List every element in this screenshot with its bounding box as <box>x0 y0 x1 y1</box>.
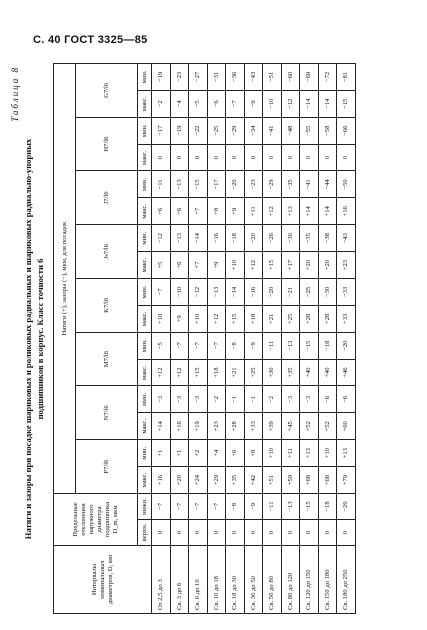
value-cell: −5 <box>189 90 208 117</box>
value-cell: −26 <box>263 225 282 252</box>
value-cell: 0 <box>300 520 319 546</box>
interval-cell: Св. 10 до 18 <box>207 546 226 614</box>
value-cell: −23 <box>170 63 189 90</box>
value-cell: −6 <box>207 90 226 117</box>
value-cell: −50 <box>337 171 356 198</box>
value-cell: −30 <box>281 225 300 252</box>
value-cell: −48 <box>281 117 300 144</box>
value-cell: −41 <box>300 171 319 198</box>
value-cell: +5 <box>152 252 171 279</box>
value-cell: −51 <box>263 63 282 90</box>
value-cell: −20 <box>337 332 356 359</box>
value-cell: +2 <box>189 440 208 467</box>
value-cell: +9 <box>226 198 245 225</box>
value-cell: −7 <box>152 494 171 520</box>
value-cell: −13 <box>281 332 300 359</box>
value-cell: +35 <box>226 467 245 494</box>
value-cell: +25 <box>281 305 300 332</box>
value-cell: +17 <box>281 252 300 279</box>
value-cell: +16 <box>337 198 356 225</box>
value-cell: −22 <box>189 117 208 144</box>
value-cell: 0 <box>152 144 171 171</box>
value-cell: +10 <box>152 305 171 332</box>
interval-cell: Св. 180 до 250 <box>337 546 356 614</box>
value-cell: +7 <box>189 252 208 279</box>
value-cell: +20 <box>300 252 319 279</box>
interval-cell: Св. 30 до 50 <box>244 546 263 614</box>
value-cell: −11 <box>263 494 282 520</box>
value-cell: −17 <box>152 117 171 144</box>
value-cell: +15 <box>189 359 208 386</box>
value-cell: +14 <box>318 198 337 225</box>
value-cell: +59 <box>281 467 300 494</box>
value-cell: +14 <box>300 198 319 225</box>
value-cell: −35 <box>281 171 300 198</box>
value-cell: −36 <box>226 63 245 90</box>
value-cell: −8 <box>226 332 245 359</box>
value-cell: +7 <box>189 198 208 225</box>
table-label: Таблица 8 <box>10 66 20 122</box>
value-cell: −7 <box>152 279 171 306</box>
value-cell: +6 <box>226 440 245 467</box>
value-cell: +19 <box>189 413 208 440</box>
fit-sub-header-min: мин. <box>138 386 152 413</box>
value-cell: +52 <box>300 413 319 440</box>
value-cell: +28 <box>300 305 319 332</box>
value-cell: −15 <box>337 90 356 117</box>
value-cell: +21 <box>226 359 245 386</box>
fit-header: J7/l6 <box>76 171 138 225</box>
value-cell: −7 <box>207 332 226 359</box>
table-title-line-1: Натяги и зазоры при посадке шариковых и роликовых радиальных и шариковых радиально-упорных <box>23 138 33 540</box>
value-cell: −5 <box>152 332 171 359</box>
interval-cell: Св. 18 до 30 <box>226 546 245 614</box>
value-cell: 0 <box>281 144 300 171</box>
value-cell: −12 <box>152 225 171 252</box>
value-cell: −9 <box>244 494 263 520</box>
value-cell: +16 <box>170 413 189 440</box>
value-cell: −11 <box>263 332 282 359</box>
table-row <box>226 63 245 613</box>
value-cell: +4 <box>207 440 226 467</box>
value-cell: −2 <box>263 386 282 413</box>
value-cell: +1 <box>152 440 171 467</box>
fit-header: M7/l6 <box>76 332 138 386</box>
value-cell: +30 <box>263 359 282 386</box>
value-cell: −7 <box>189 494 208 520</box>
value-cell: +40 <box>300 359 319 386</box>
table-row <box>337 63 356 613</box>
value-cell: −16 <box>244 279 263 306</box>
value-cell: +68 <box>300 467 319 494</box>
value-cell: −12 <box>281 90 300 117</box>
value-cell: +45 <box>281 413 300 440</box>
table-title-line-2: подшипников в корпус. Класс точности 6 <box>35 258 45 420</box>
fit-header: N7/l6 <box>76 386 138 440</box>
value-cell: −1 <box>226 386 245 413</box>
value-cell: −27 <box>189 63 208 90</box>
value-cell: +12 <box>263 198 282 225</box>
value-cell: +10 <box>226 252 245 279</box>
value-cell: −7 <box>170 494 189 520</box>
interval-cell: От 2,5 до 3 <box>152 546 171 614</box>
value-cell: +12 <box>152 359 171 386</box>
value-cell: 0 <box>170 520 189 546</box>
value-cell: −19 <box>170 117 189 144</box>
table-row <box>152 63 171 613</box>
value-cell: −55 <box>300 117 319 144</box>
value-cell: −3 <box>300 386 319 413</box>
value-cell: +60 <box>337 413 356 440</box>
value-cell: −8 <box>226 494 245 520</box>
value-cell: +1 <box>170 440 189 467</box>
value-cell: +8 <box>244 440 263 467</box>
value-cell: +28 <box>226 413 245 440</box>
table-row <box>300 63 319 613</box>
fit-header: Js7/l6 <box>76 225 138 279</box>
value-cell: 0 <box>207 520 226 546</box>
value-cell: +33 <box>337 305 356 332</box>
value-cell: +10 <box>263 440 282 467</box>
value-cell: +9 <box>170 305 189 332</box>
value-cell: +12 <box>207 305 226 332</box>
table-row <box>263 63 282 613</box>
value-cell: −17 <box>207 171 226 198</box>
value-cell: +28 <box>318 305 337 332</box>
value-cell: −1 <box>244 386 263 413</box>
value-cell: −13 <box>281 494 300 520</box>
value-cell: 0 <box>170 144 189 171</box>
fit-sub-header-min: мин. <box>138 332 152 359</box>
value-cell: +14 <box>152 413 171 440</box>
fit-sub-header-min: мин. <box>138 225 152 252</box>
value-cell: −20 <box>263 279 282 306</box>
table-row <box>281 63 300 613</box>
value-cell: −18 <box>318 494 337 520</box>
value-cell: −7 <box>226 90 245 117</box>
value-cell: −3 <box>281 386 300 413</box>
interval-cell: Св. 3 до 6 <box>170 546 189 614</box>
value-cell: +11 <box>244 198 263 225</box>
value-cell: −20 <box>244 225 263 252</box>
value-cell: −14 <box>300 90 319 117</box>
table-row <box>189 63 208 613</box>
value-cell: +10 <box>189 305 208 332</box>
value-cell: −13 <box>170 171 189 198</box>
value-cell: −23 <box>244 171 263 198</box>
value-cell: −13 <box>170 225 189 252</box>
value-cell: −14 <box>226 279 245 306</box>
value-cell: +6 <box>152 198 171 225</box>
interval-cell: Св. 150 до 180 <box>318 546 337 614</box>
interval-cell: Св. 50 до 80 <box>263 546 282 614</box>
value-cell: −69 <box>300 63 319 90</box>
fits-group-header: Натяги (+), зазоры (−), мкм, для посадок <box>54 63 76 493</box>
value-cell: +18 <box>207 359 226 386</box>
value-cell: +11 <box>281 440 300 467</box>
value-cell: +68 <box>318 467 337 494</box>
value-cell: +20 <box>170 467 189 494</box>
value-cell: −15 <box>300 494 319 520</box>
value-cell: 0 <box>318 144 337 171</box>
fit-sub-header-max: макс. <box>138 90 152 117</box>
table-row <box>207 63 226 613</box>
fit-sub-header-min: мин. <box>138 279 152 306</box>
value-cell: −21 <box>281 279 300 306</box>
value-cell: −38 <box>318 225 337 252</box>
value-cell: 0 <box>318 520 337 546</box>
value-cell: −30 <box>318 279 337 306</box>
value-cell: +13 <box>300 440 319 467</box>
value-cell: −2 <box>152 90 171 117</box>
value-cell: −9 <box>244 332 263 359</box>
value-cell: −3 <box>189 386 208 413</box>
deviation-header: Предельные отклонения наружного диаметра подшипника D_m, мкм <box>54 494 138 546</box>
value-cell: −4 <box>170 90 189 117</box>
value-cell: +12 <box>170 359 189 386</box>
fit-sub-header-max: макс. <box>138 305 152 332</box>
fit-sub-header-max: макс. <box>138 198 152 225</box>
table-body <box>152 63 356 613</box>
value-cell: −25 <box>300 279 319 306</box>
value-cell: +16 <box>152 467 171 494</box>
fit-sub-header-min: мин. <box>138 440 152 467</box>
value-cell: +29 <box>207 467 226 494</box>
value-cell: +10 <box>318 440 337 467</box>
fit-sub-header-min: мин. <box>138 117 152 144</box>
value-cell: −43 <box>337 225 356 252</box>
value-cell: +13 <box>337 440 356 467</box>
value-cell: +42 <box>244 467 263 494</box>
value-cell: −19 <box>152 63 171 90</box>
interval-header: Интервалы номинальных диаметров, D, мм <box>54 546 152 614</box>
value-cell: −14 <box>318 90 337 117</box>
value-cell: +79 <box>337 467 356 494</box>
value-cell: +40 <box>318 359 337 386</box>
value-cell: −33 <box>337 279 356 306</box>
value-cell: −14 <box>189 225 208 252</box>
value-cell: +15 <box>226 305 245 332</box>
fit-sub-header-max: макс. <box>138 144 152 171</box>
value-cell: +35 <box>281 359 300 386</box>
value-cell: −6 <box>337 386 356 413</box>
value-cell: −9 <box>244 90 263 117</box>
value-cell: −3 <box>152 386 171 413</box>
value-cell: +25 <box>244 359 263 386</box>
fit-sub-header-max: макс. <box>138 359 152 386</box>
value-cell: −35 <box>300 225 319 252</box>
value-cell: −44 <box>318 171 337 198</box>
value-cell: +15 <box>263 252 282 279</box>
value-cell: −16 <box>207 225 226 252</box>
value-cell: −15 <box>189 171 208 198</box>
page-header: С. 40 ГОСТ 3325—85 <box>33 34 148 46</box>
value-cell: 0 <box>207 144 226 171</box>
value-cell: −66 <box>337 117 356 144</box>
interval-cell: Св. 6 до 10 <box>189 546 208 614</box>
value-cell: 0 <box>263 144 282 171</box>
value-cell: +13 <box>281 198 300 225</box>
value-cell: −12 <box>189 279 208 306</box>
value-cell: −20 <box>337 494 356 520</box>
value-cell: −10 <box>170 279 189 306</box>
value-cell: −15 <box>300 332 319 359</box>
value-cell: −7 <box>170 332 189 359</box>
value-cell: 0 <box>244 520 263 546</box>
value-cell: −13 <box>207 279 226 306</box>
fit-sub-header-min: мин. <box>138 171 152 198</box>
value-cell: 0 <box>263 520 282 546</box>
value-cell: 0 <box>152 520 171 546</box>
table-row <box>170 63 189 613</box>
value-cell: −29 <box>263 171 282 198</box>
value-cell: −58 <box>318 117 337 144</box>
value-cell: −29 <box>226 117 245 144</box>
table-row <box>244 63 263 613</box>
value-cell: +23 <box>207 413 226 440</box>
value-cell: −3 <box>170 386 189 413</box>
value-cell: −18 <box>226 225 245 252</box>
value-cell: +21 <box>263 305 282 332</box>
value-cell: −31 <box>207 63 226 90</box>
value-cell: −72 <box>318 63 337 90</box>
value-cell: −11 <box>152 171 171 198</box>
value-cell: −25 <box>207 117 226 144</box>
value-cell: +46 <box>337 359 356 386</box>
value-cell: −18 <box>318 332 337 359</box>
value-cell: 0 <box>226 144 245 171</box>
fit-header: P7/l6 <box>76 440 138 494</box>
value-cell: −34 <box>244 117 263 144</box>
value-cell: −81 <box>337 63 356 90</box>
value-cell: +33 <box>244 413 263 440</box>
value-cell: −60 <box>281 63 300 90</box>
value-cell: +24 <box>189 467 208 494</box>
value-cell: +6 <box>170 252 189 279</box>
table-title <box>22 64 46 614</box>
fit-sub-header-max: макс. <box>138 252 152 279</box>
value-cell: +52 <box>318 413 337 440</box>
value-cell: −41 <box>263 117 282 144</box>
value-cell: +12 <box>244 252 263 279</box>
value-cell: +8 <box>207 198 226 225</box>
rotated-table-block <box>10 64 415 614</box>
value-cell: −6 <box>318 386 337 413</box>
value-cell: 0 <box>300 144 319 171</box>
interval-cell: Св. 120 до 150 <box>300 546 319 614</box>
fit-header: K7/l6 <box>76 279 138 333</box>
value-cell: −7 <box>207 494 226 520</box>
value-cell: −43 <box>244 63 263 90</box>
value-cell: 0 <box>244 144 263 171</box>
value-cell: −20 <box>226 171 245 198</box>
fit-header: H7/l6 <box>76 117 138 171</box>
value-cell: 0 <box>337 144 356 171</box>
value-cell: −10 <box>263 90 282 117</box>
value-cell: +23 <box>337 252 356 279</box>
interval-cell: Св. 80 до 120 <box>281 546 300 614</box>
fits-table <box>53 63 356 614</box>
value-cell: −2 <box>207 386 226 413</box>
value-cell: 0 <box>337 520 356 546</box>
fit-sub-header-max: макс. <box>138 467 152 494</box>
deviation-upper-header: верхн. <box>138 520 152 546</box>
value-cell: +6 <box>170 198 189 225</box>
value-cell: −7 <box>189 332 208 359</box>
table-row <box>318 63 337 613</box>
value-cell: +51 <box>263 467 282 494</box>
value-cell: 0 <box>226 520 245 546</box>
value-cell: +18 <box>244 305 263 332</box>
value-cell: +20 <box>318 252 337 279</box>
deviation-lower-header: нижн. <box>138 494 152 520</box>
value-cell: 0 <box>281 520 300 546</box>
fit-header: G7/l6 <box>76 63 138 117</box>
fit-sub-header-min: мин. <box>138 63 152 90</box>
value-cell: 0 <box>189 520 208 546</box>
value-cell: +9 <box>207 252 226 279</box>
value-cell: +39 <box>263 413 282 440</box>
fit-sub-header-max: макс. <box>138 413 152 440</box>
value-cell: 0 <box>189 144 208 171</box>
